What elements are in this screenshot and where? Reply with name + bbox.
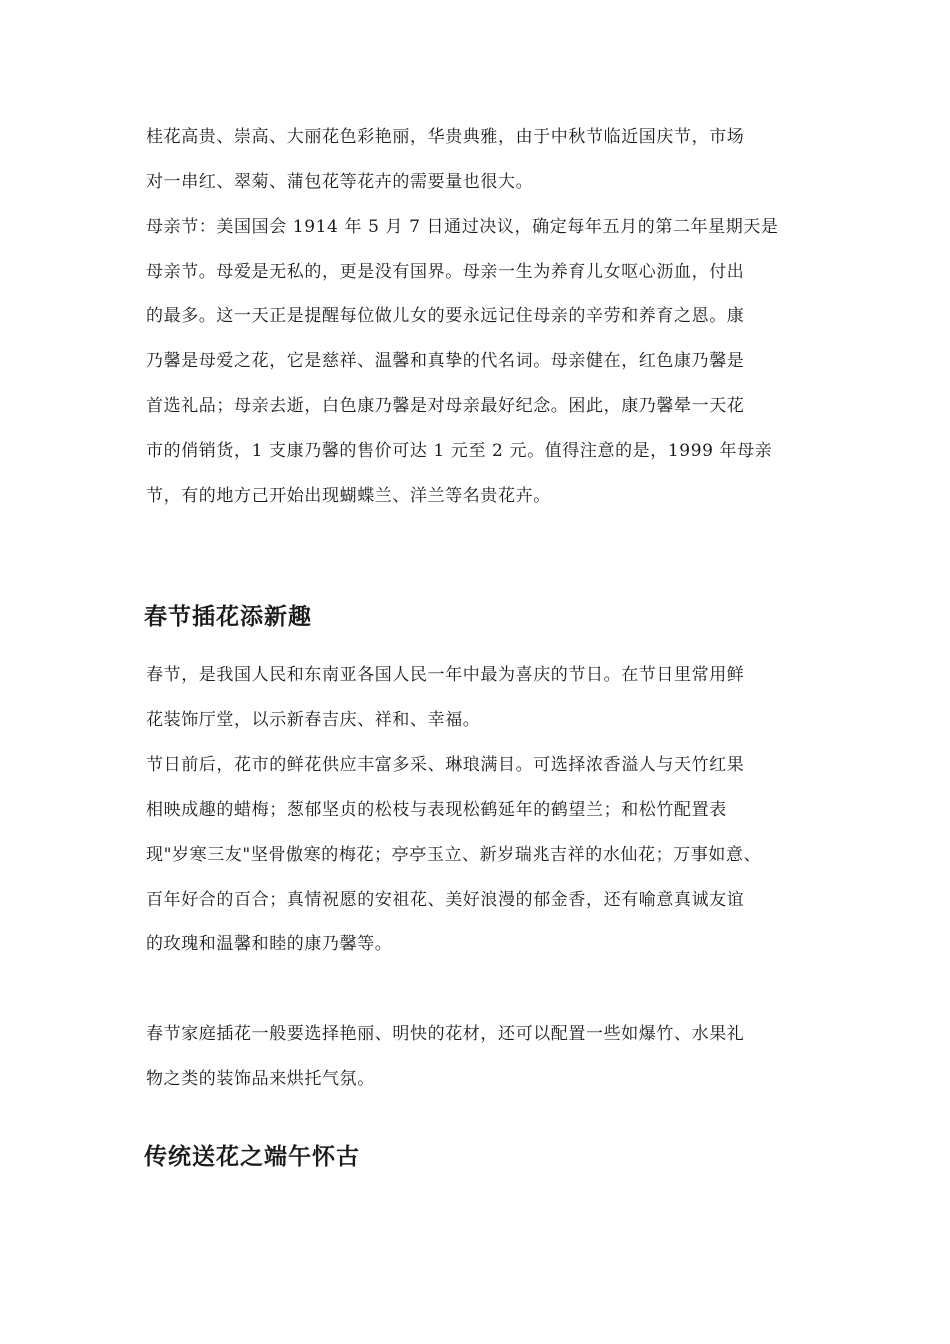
paragraph-line: 节，有的地方己开始出现蝴蝶兰、洋兰等名贵花卉。 (146, 486, 551, 506)
paragraph-line: 桂花高贵、崇高、大丽花色彩艳丽，华贵典雅，由于中秋节临近国庆节，市场 (146, 127, 745, 147)
section-heading: 传统送花之端午怀古 (144, 1144, 360, 1170)
paragraph-line: 对一串红、翠菊、蒲包花等花卉的需要量也很大。 (146, 172, 534, 192)
paragraph-line: 花装饰厅堂，以示新春吉庆、祥和、幸福。 (146, 710, 481, 730)
paragraph-line: 母亲节。母爱是无私的，更是没有国界。母亲一生为养育儿女呕心沥血，付出 (146, 262, 745, 282)
paragraph-line: 的最多。这一天正是提醒每位做儿女的要永远记住母亲的辛劳和养育之恩。康 (146, 306, 745, 326)
paragraph-line: 市的俏销货，1 支康乃馨的售价可达 1 元至 2 元。值得注意的是，1999 年母亲 (146, 441, 773, 461)
paragraph-line: 乃馨是母爱之花，它是慈祥、温馨和真挚的代名词。母亲健在，红色康乃馨是 (146, 351, 745, 371)
paragraph-line: 物之类的装饰品来烘托气氛。 (146, 1069, 375, 1089)
paragraph-line: 首选礼品；母亲去逝，白色康乃馨是对母亲最好纪念。困此，康乃馨晕一天花 (146, 396, 745, 416)
paragraph-line: 相映成趣的蜡梅；葱郁坚贞的松枝与表现松鹤延年的鹤望兰；和松竹配置表 (146, 800, 727, 820)
paragraph-line: 现"岁寒三友"坚骨傲寒的梅花；亭亭玉立、新岁瑞兆吉祥的水仙花；万事如意、 (146, 845, 762, 865)
section-heading: 春节插花添新趣 (144, 604, 312, 630)
paragraph-line: 的玫瑰和温馨和睦的康乃馨等。 (146, 934, 393, 954)
paragraph-line: 百年好合的百合；真情祝愿的安祖花、美好浪漫的郁金香，还有喻意真诚友谊 (146, 890, 745, 910)
paragraph-line: 春节家庭插花一般要选择艳丽、明快的花材，还可以配置一些如爆竹、水果礼 (146, 1024, 745, 1044)
paragraph-line: 母亲节：美国国会 1914 年 5 月 7 日通过决议，确定每年五月的第二年星期天是 (146, 217, 779, 237)
paragraph-line: 节日前后，花市的鲜花供应丰富多采、琳琅满目。可选择浓香溢人与天竹红果 (146, 755, 745, 775)
paragraph-line: 春节，是我国人民和东南亚各国人民一年中最为喜庆的节日。在节日里常用鲜 (146, 665, 745, 685)
